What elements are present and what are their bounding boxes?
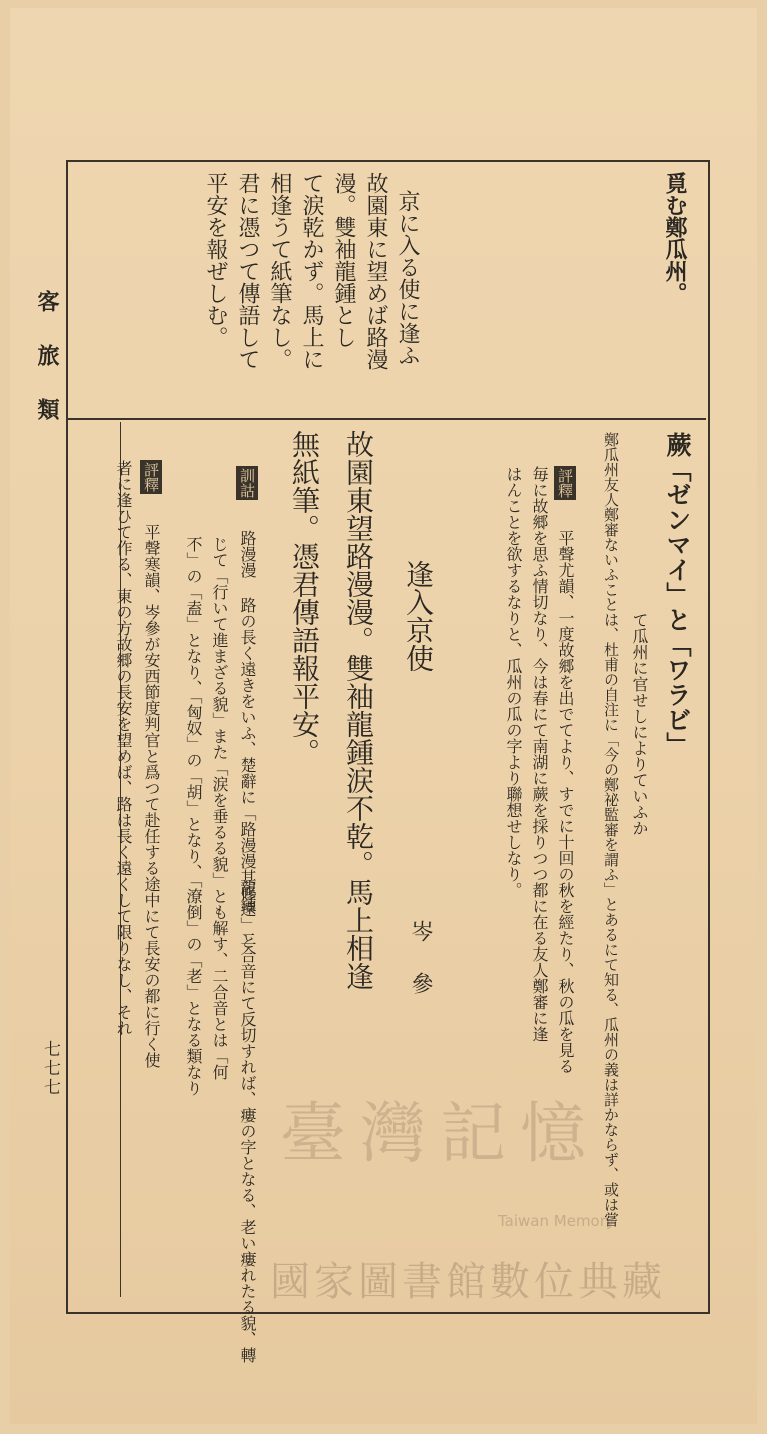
glossary-entry: 不」の「盍」となり、「匈奴」の「胡」となり、「潦倒」の「老」となる類なり: [184, 536, 203, 1096]
glossary-label: 訓詁: [238, 468, 256, 498]
review-label: 評釋: [142, 462, 160, 492]
poem-line: 無紙筆。憑君傳語報平安。: [288, 430, 321, 766]
translation-line: 漫。雙袖龍鍾とし: [331, 172, 356, 348]
translation-line: 相逢うて紙筆なし。: [267, 172, 292, 370]
review-block: [140, 460, 162, 500]
translation-line: 故園東に望めば路漫: [363, 172, 388, 370]
note-term: 蕨「ゼンマイ」と「ワラビ」: [663, 432, 692, 757]
review-line: 毎に故郷を思ふ情切なり、今は春にて南湖に蕨を採りつつ都に在る友人鄭審に逢: [530, 466, 549, 1042]
note-text: 鄭瓜州友人鄭審ないふことは、杜甫の自注に「今の鄭祕監審を謂ふ」とあるにて知る、瓜州の義は詳かならず、或は嘗: [602, 432, 620, 1227]
head-note: 覓む鄭瓜州。: [662, 172, 688, 304]
review-line: 平聲寒韻、岑參が安西節度判官と爲つて赴任する途中にて長安の都に行く使: [142, 524, 161, 1068]
watermark-english: Taiwan Memory: [498, 1212, 615, 1230]
section-divider: [66, 418, 706, 420]
glossary-entry: 龍鍾 二合音にて反切すれば、瘻の字となる、老い瘻れたる貌、轉: [238, 880, 257, 1363]
review-label: 評釋: [556, 468, 574, 498]
watermark-logo: 臺灣記憶: [280, 1095, 600, 1172]
glossary-entry: 路漫漫 路の長く遠きをいふ、楚辭に「路漫漫其修遠」と: [238, 530, 257, 949]
poem-author: 岑參: [408, 920, 433, 1024]
translation-line: 京に入る使に逢ふ: [395, 190, 420, 366]
side-label: 客旅類: [34, 290, 60, 452]
note-text: て瓜州に官せしによりていふか: [630, 612, 649, 836]
page-number: 七七七: [40, 1040, 60, 1097]
review-line: 平聲尤韻、一度故郷を出でてより、すでに十回の秋を經たり、秋の瓜を見る: [556, 530, 575, 1074]
poem-title: 逢入京使: [402, 560, 435, 672]
review-block: [554, 466, 576, 506]
translation-line: て涙乾かず。馬上に: [299, 172, 324, 370]
glossary-entry: じて「行いて進まざる貌」また「涙を垂るる貌」とも解す、二合音とは「何: [210, 536, 229, 1080]
translation-line: 平安を報ぜしむ。: [203, 172, 228, 348]
review-line: はんことを欲するなりと、瓜州の瓜の字より聯想せしなり。: [504, 466, 523, 898]
translation-line: 君に憑つて傳語して: [235, 172, 260, 370]
review-line: 者に逢ひて作る、東の方故郷の長安を望めば、路は長く遠くして限りなし、それ: [114, 460, 133, 1036]
poem-line: 故園東望路漫漫。雙袖龍鍾涙不乾。馬上相逢: [342, 430, 375, 990]
glossary-block: [236, 466, 258, 506]
watermark-library: 國家圖書館數位典藏: [270, 1259, 666, 1305]
